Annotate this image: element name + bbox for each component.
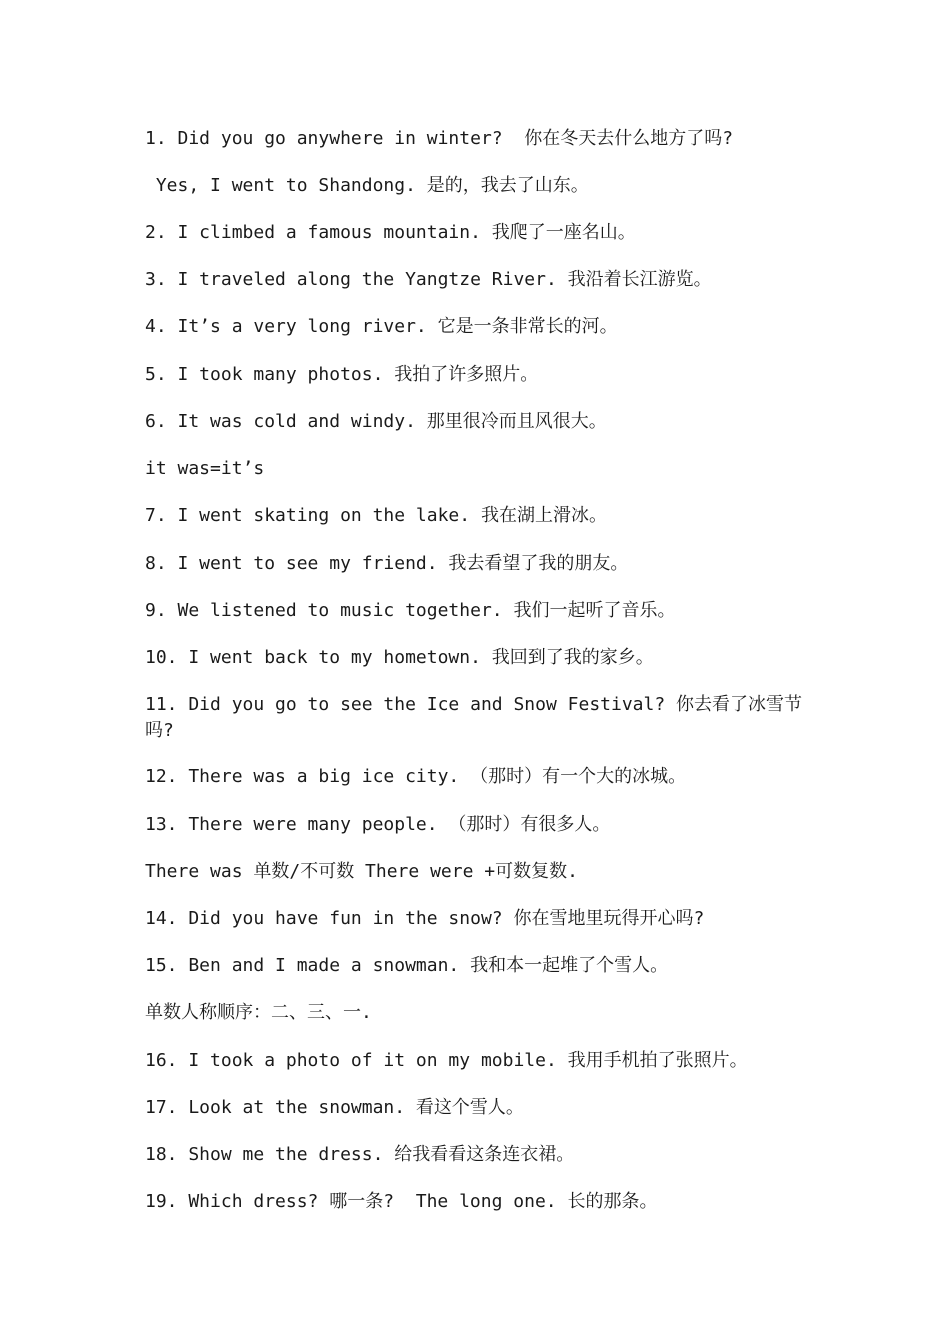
text-line: 7. I went skating on the lake. 我在湖上滑冰。 [145, 505, 607, 526]
text-line: 16. I took a photo of it on my mobile. 我用手机拍了张照片。 [145, 1050, 748, 1071]
text-line: 12. There was a big ice city. （那时）有一个大的冰城。 [145, 766, 687, 787]
text-line: 2. I climbed a famous mountain. 我爬了一座名山。 [145, 222, 636, 243]
text-line: 14. Did you have fun in the snow? 你在雪地里玩得开心吗? [145, 908, 705, 929]
text-line: 8. I went to see my friend. 我去看望了我的朋友。 [145, 553, 629, 574]
text-line: There was 单数/不可数 There were +可数复数. [145, 861, 578, 882]
text-line: Yes, I went to Shandong. 是的，我去了山东。 [145, 175, 589, 196]
text-line: 13. There were many people. （那时）有很多人。 [145, 814, 611, 835]
text-line: 17. Look at the snowman. 看这个雪人。 [145, 1097, 524, 1118]
text-line: 11. Did you go to see the Ice and Snow Festival? 你去看了冰雪节吗? [145, 694, 803, 741]
text-line: 6. It was cold and windy. 那里很冷而且风很大。 [145, 411, 607, 432]
text-line: 3. I traveled along the Yangtze River. 我沿着长江游览。 [145, 269, 712, 290]
text-line: 15. Ben and I made a snowman. 我和本一起堆了个雪人。 [145, 955, 669, 976]
text-line: 4. It’s a very long river. 它是一条非常长的河。 [145, 316, 618, 337]
text-line: 单数人称顺序：二、三、一. [145, 1002, 372, 1023]
text-line: 9. We listened to music together. 我们一起听了音乐。 [145, 600, 676, 621]
text-line: 10. I went back to my hometown. 我回到了我的家乡。 [145, 647, 654, 668]
text-line: 5. I took many photos. 我拍了许多照片。 [145, 364, 539, 385]
text-line: 18. Show me the dress. 给我看看这条连衣裙。 [145, 1144, 575, 1165]
text-line: it was=it’s [145, 458, 265, 479]
text-line: 19. Which dress? 哪一条? The long one. 长的那条。 [145, 1191, 658, 1212]
text-line: 1. Did you go anywhere in winter? 你在冬天去什么地方了吗? [145, 128, 734, 149]
